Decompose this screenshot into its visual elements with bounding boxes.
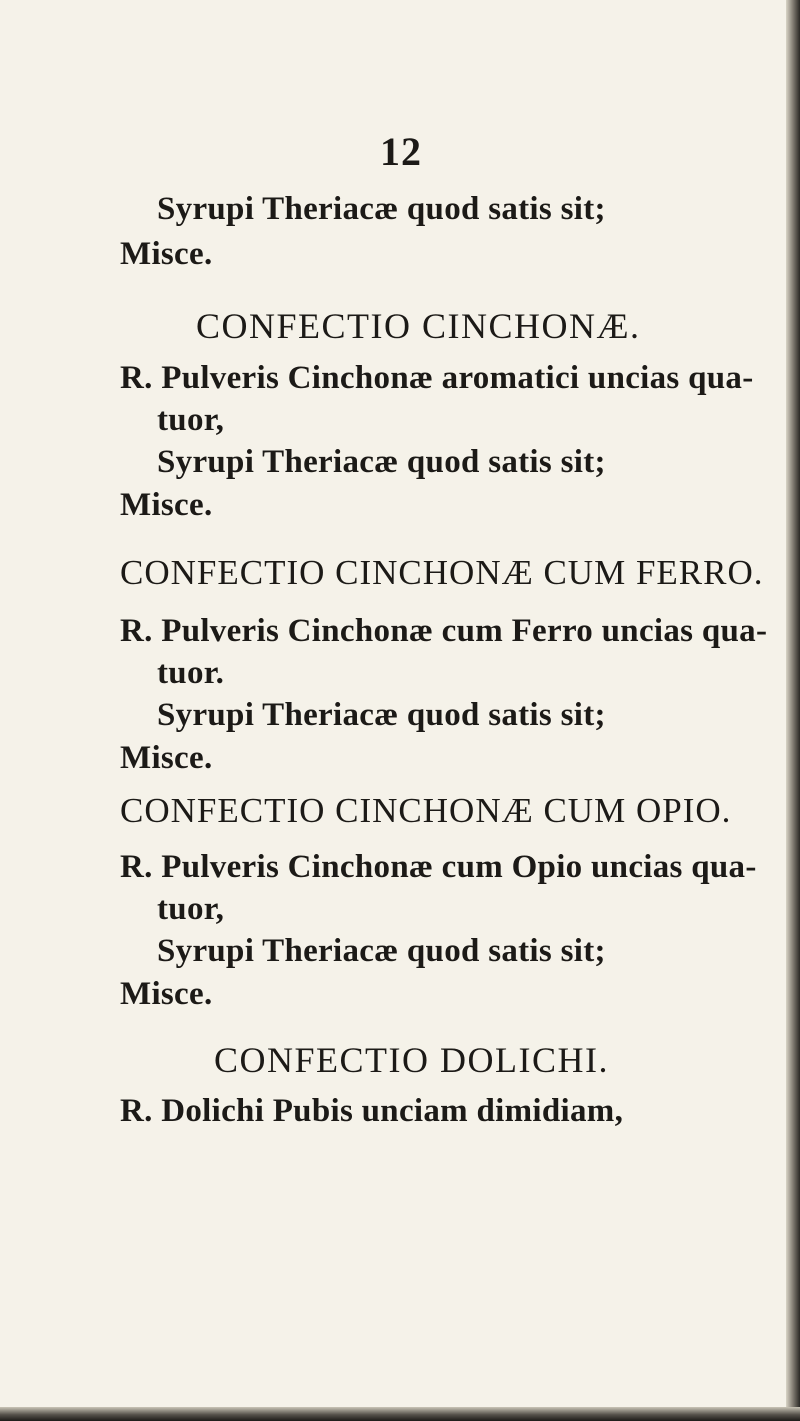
section-2-line-4: Misce. — [120, 740, 213, 776]
section-2-line-3: Syrupi Theriacæ quod satis sit; — [157, 697, 606, 733]
section-2-line-1: R. Pulveris Cinchonæ cum Ferro uncias qua- — [120, 613, 768, 649]
intro-line-1: Syrupi Theriacæ quod satis sit; — [157, 191, 606, 227]
section-2-line-2: tuor. — [157, 655, 225, 691]
section-title-confectio-cinchonae-cum-ferro: CONFECTIO CINCHONÆ CUM FERRO. — [120, 553, 764, 592]
section-3-line-3: Syrupi Theriacæ quod satis sit; — [157, 933, 606, 969]
section-title-confectio-cinchonae-cum-opio: CONFECTIO CINCHONÆ CUM OPIO. — [120, 791, 732, 830]
section-title-confectio-cinchonae: CONFECTIO CINCHONÆ. — [196, 306, 641, 346]
section-4-line-1: R. Dolichi Pubis unciam dimidiam, — [120, 1093, 624, 1129]
page-bottom-edge-shadow — [0, 1407, 800, 1421]
section-1-line-3: Syrupi Theriacæ quod satis sit; — [157, 444, 606, 480]
section-1-line-2: tuor, — [157, 402, 225, 438]
section-1-line-4: Misce. — [120, 487, 213, 523]
section-1-line-1: R. Pulveris Cinchonæ aromatici uncias qua- — [120, 360, 754, 396]
page-right-edge-shadow — [786, 0, 800, 1421]
page-number: 12 — [380, 129, 422, 174]
intro-line-2: Misce. — [120, 236, 213, 272]
section-3-line-2: tuor, — [157, 891, 225, 927]
section-title-confectio-dolichi: CONFECTIO DOLICHI. — [214, 1040, 609, 1080]
section-3-line-1: R. Pulveris Cinchonæ cum Opio uncias qua- — [120, 849, 757, 885]
section-3-line-4: Misce. — [120, 976, 213, 1012]
